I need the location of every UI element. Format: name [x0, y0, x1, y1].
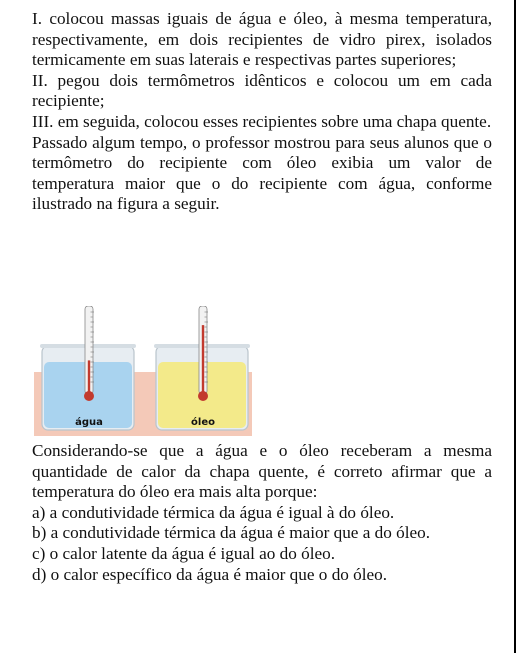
- water-thermometer-column: [88, 360, 90, 394]
- step-two: II. pegou dois termômetros idênticos e colocou um em cada recipiente;: [32, 70, 492, 111]
- experiment-figure: [32, 306, 272, 438]
- option-b[interactable]: b) a condutividade térmica da água é maior que a do óleo.: [32, 523, 431, 543]
- step-one: I. colocou massas iguais de água e óleo, à mesma temperatura, respectivamente, em dois recipientes de vidro pirex, isolados termicamente em suas laterais e respectivas partes superiores;: [32, 9, 492, 70]
- option-a[interactable]: a) a condutividade térmica da água é igual à do óleo.: [32, 502, 395, 522]
- option-d[interactable]: d) o calor específico da água é maior que o do óleo.: [32, 564, 388, 584]
- oil-thermometer: [198, 306, 208, 401]
- oil-thermometer-column: [202, 325, 204, 394]
- option-c[interactable]: c) o calor latente da água é igual ao do óleo.: [32, 543, 336, 563]
- step-three: III. em seguida, colocou esses recipientes sobre uma chapa quente.: [32, 111, 492, 131]
- question-block: [32, 441, 492, 585]
- intro-text: [32, 9, 492, 215]
- oil-label: óleo: [191, 417, 215, 428]
- beakers-illustration: [32, 306, 272, 438]
- question-text: Considerando-se que a água e o óleo receberam a mesma quantidade de calor da chapa quente, é correto afirmar que a temperatura do óleo era mais alta porque:: [32, 441, 492, 502]
- water-label: água: [75, 417, 103, 428]
- water-thermometer: [84, 306, 94, 401]
- observation-paragraph: Passado algum tempo, o professor mostrou para seus alunos que o termômetro do recipiente com óleo exibia um valor de temperatura maior que o do recipiente com água, conforme ilustrado na figura a seguir.: [32, 132, 492, 214]
- page-border-right: [514, 0, 516, 653]
